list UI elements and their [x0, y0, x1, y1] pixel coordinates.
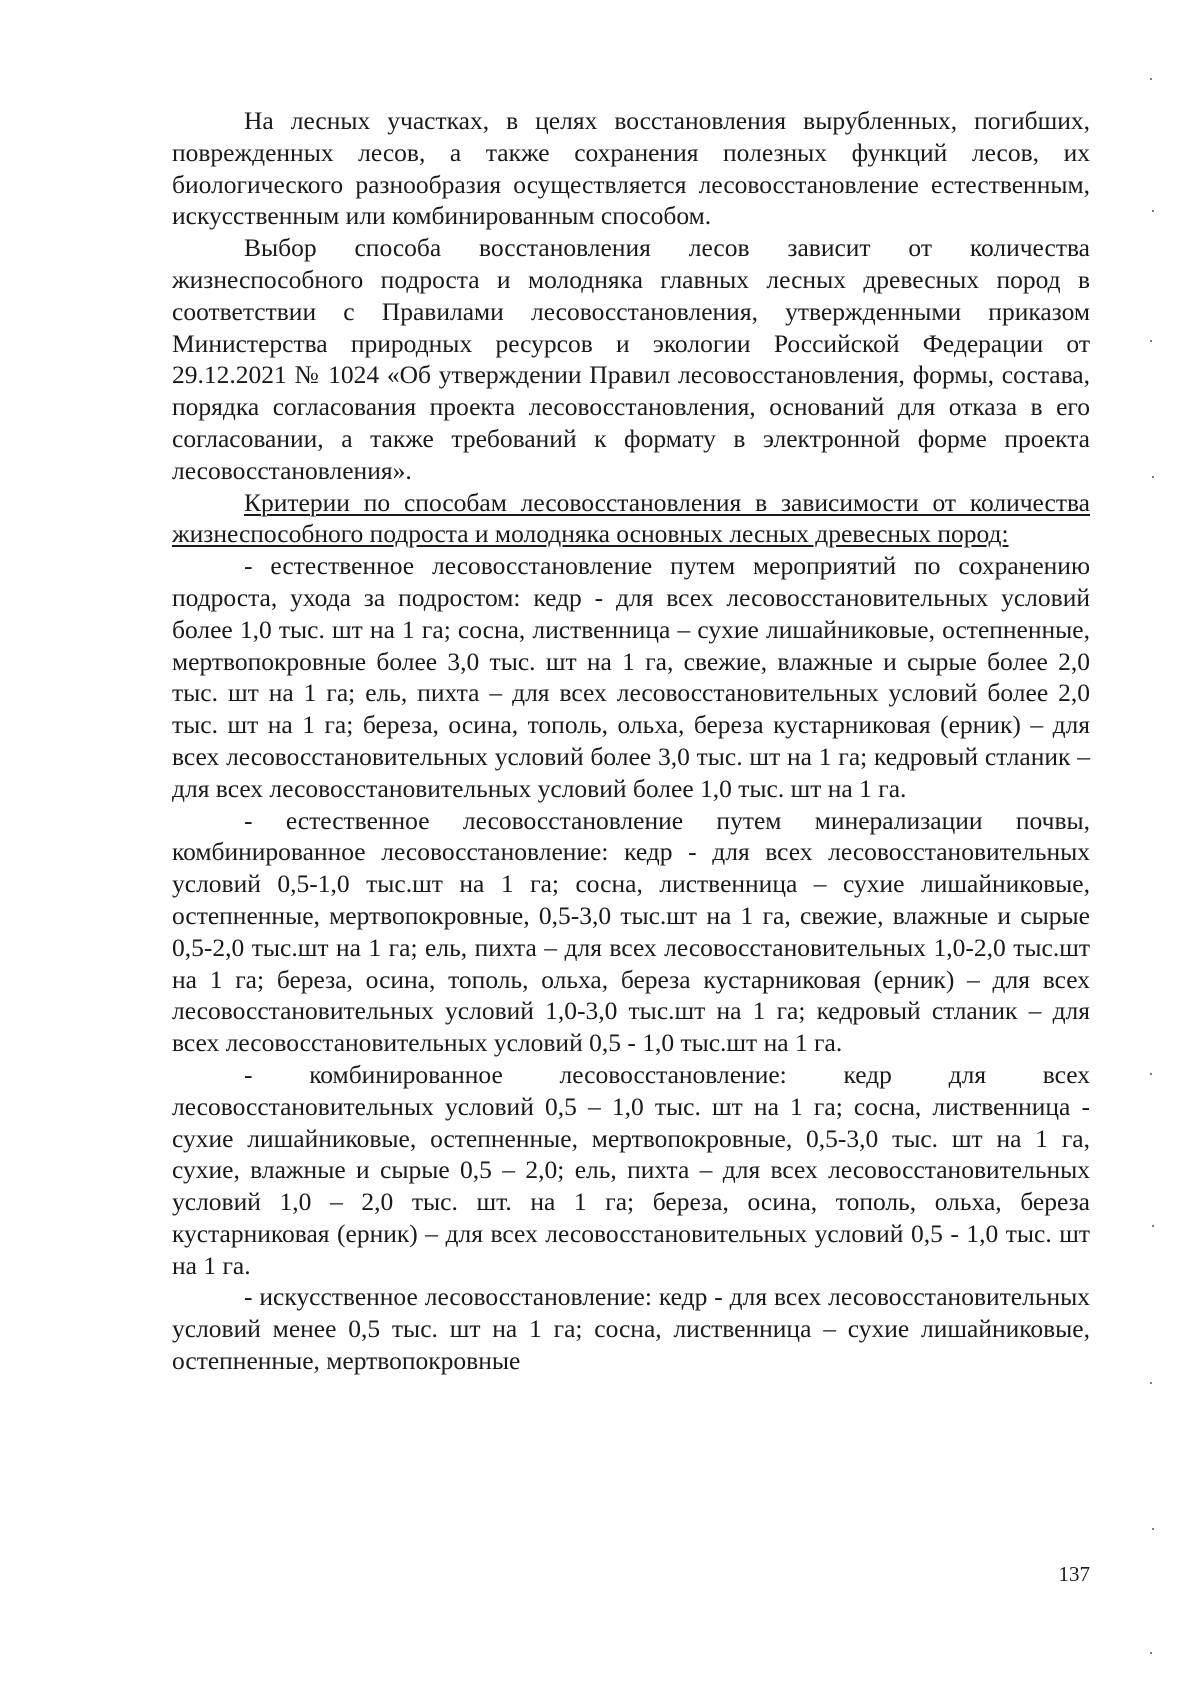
scan-speck [1150, 340, 1152, 342]
scan-speck [1150, 1652, 1152, 1654]
scan-speck [1152, 476, 1154, 478]
page-number: 137 [1058, 1562, 1090, 1586]
paragraph-artificial: - искусственное лесовосстановление: кедр - для всех лесовосстановительных условий менее 0,5 тыс. шт на 1 га; сосна, лиственница – сухие лишайниковые, остепненные, мертвопокровные [172, 1282, 1090, 1376]
scan-speck [1150, 1382, 1152, 1384]
scan-speck [1152, 210, 1154, 212]
scan-speck [1150, 78, 1152, 80]
paragraph-natural-mineralization: - естественное лесовосстановление путем минерализации почвы, комбинированное лесовосстановление: кедр - для всех лесовосстановительных условий 0,5-1,0 тыс.шт на 1 га; сосна, лиственница – сухие лишайниковые, остепненные, мертвопокровные, 0,5-3,0 тыс.шт на 1 га, свежие, влажные и сырые 0,5-2,0 тыс.шт на 1 га; ель, пихта – для всех лесовосстановительных 1,0-2,0 тыс.шт на 1 га; береза, осина, тополь, ольха, береза кустарниковая (ерник) – для всех лесовосстановительных условий 1,0-3,0 тыс.шт на 1 га; кедровый стланик – для всех лесовосстановительных условий 0,5 - 1,0 тыс.шт на 1 га. [172, 805, 1090, 1058]
paragraph-combined: - комбинированное лесовосстановление: кедр для всех лесовосстановительных условий 0,5 – 1,0 тыс. шт на 1 га; сосна, лиственница - сухие лишайниковые, остепненные, мертвопокровные, 0,5-3,0 тыс. шт на 1 га, сухие, влажные и сырые 0,5 – 2,0; ель, пихта – для всех лесовосстановительных условий 1,0 – 2,0 тыс. шт. на 1 га; береза, осина, тополь, ольха, береза кустарниковая (ерник) – для всех лесовосстановительных условий 0,5 - 1,0 тыс. шт на 1 га. [172, 1059, 1090, 1280]
paragraph-reforestation-methods: На лесных участках, в целях восстановления вырубленных, погибших, поврежденных лесов, а также сохранения полезных функций лесов, их биологического разнообразия осуществляется лесовосстановление естественным, искусственным или комбинированным способом. [172, 106, 1090, 231]
scan-speck [1152, 1225, 1154, 1227]
paragraph-criteria-heading: Критерии по способам лесовосстановления в зависимости от количества жизнеспособного подроста и молодняка основных лесных древесных пород: [172, 487, 1090, 549]
scan-speck [1152, 1528, 1154, 1530]
paragraph-method-selection: Выбор способа восстановления лесов зависит от количества жизнеспособного подроста и молодняка главных лесных древесных пород в соответствии с Правилами лесовосстановления, утвержденными приказом Министерства природных ресурсов и экологии Российской Федерации от 29.12.2021 № 1024 «Об утверждении Правил лесовосстановления, формы, состава, порядка согласования проекта лесовосстановления, оснований для отказа в его согласовании, а также требований к формату в электронной форме проекта лесовосстановления». [172, 233, 1090, 485]
document-body [172, 105, 1090, 1377]
scan-speck [1150, 1073, 1152, 1075]
paragraph-natural-preservation: - естественное лесовосстановление путем мероприятий по сохранению подроста, ухода за подростом: кедр - для всех лесовосстановительных условий более 1,0 тыс. шт на 1 га; сосна, лиственница – сухие лишайниковые, остепненные, мертвопокровные более 3,0 тыс. шт на 1 га, свежие, влажные и сырые более 2,0 тыс. шт на 1 га; ель, пихта – для всех лесовосстановительных условий более 2,0 тыс. шт на 1 га; береза, осина, тополь, ольха, береза кустарниковая (ерник) – для всех лесовосстановительных условий более 3,0 тыс. шт на 1 га; кедровый стланик – для всех лесовосстановительных условий более 1,0 тыс. шт на 1 га. [172, 551, 1090, 803]
